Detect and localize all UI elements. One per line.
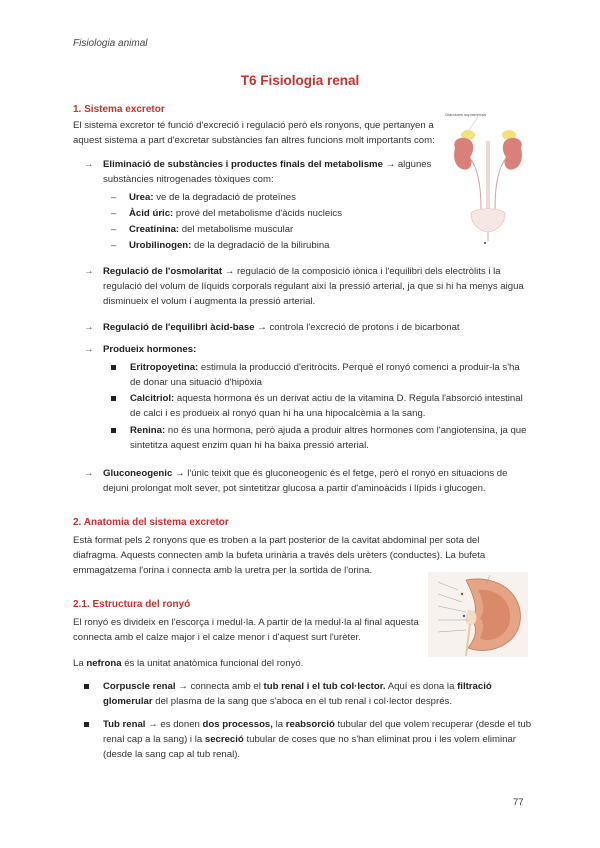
text-osmolaritat-l2: regulació del volum de líquids corporals regulant així la pressió arterial, ja que si hi ha menys aigua [103,281,524,292]
nefrona-prefix: La [73,658,87,669]
running-header: Fisiologia animal [73,38,148,49]
section-2-1-heading: 2.1. Estructura del ronyó [73,599,191,610]
right-kidney [503,138,522,170]
term-renina: Renina: [130,425,166,436]
section-1-heading: 1. Sistema excretor [73,104,165,115]
term-gluconeogenic: Gluconeogenic [103,468,173,479]
term-secrecio: secreció [204,734,244,745]
structure-paragraph [73,615,423,645]
term-eritropoyetina: Eritropoyetina: [130,362,199,373]
term-acid-uric: Àcid úric: [129,208,174,219]
right-ureter [495,158,506,209]
arrow-icon: → [84,468,94,479]
inline-arrow-icon: → [257,322,267,333]
urinary-bladder [471,209,505,232]
nefrona-sentence [73,656,528,671]
text-calcitriol: aquesta hormona és un derivat actiu de la vitamina D. Regula l'absorció intestinal [174,393,523,404]
aorta-vein [486,141,490,211]
arrow-icon: → [84,159,94,170]
text-tub-3: tubular del que volem recuperar (desde el tub [334,719,532,730]
square-bullet [84,722,89,727]
term-osmolaritat: Regulació de l'osmolaritat [103,266,223,277]
section-2-heading: 2. Anatomia del sistema excretor [73,517,229,528]
text-corpuscle-2: Aquí es dona la [385,681,458,692]
page-title: T6 Fisiologia renal [240,73,360,88]
dash-marker: – [111,192,117,203]
square-bullet [84,684,89,689]
dash-marker: – [111,224,117,235]
text-tub-l2c: tubular de coses que no s'han eliminat prou i les volem eliminar [243,734,516,745]
text-osmolaritat-l3: disminueix el volum i augmenta la pressió arterial. [103,296,316,307]
square-bullet [111,396,116,401]
desc-acid-uric: prové del metabolisme d'àcids nucleics [173,208,342,219]
square-bullet [111,428,116,433]
page-number: 77 [513,797,524,808]
nefrona-text: és la unitat anatòmica funcional del ronyó. [121,658,304,669]
desc-creatinina: del metabolisme muscular [179,224,294,235]
term-eliminacio: Eliminació de substàncies i productes finals del metabolisme [103,159,383,170]
inline-arrow-icon: → [224,266,235,277]
urinary-system-figure [443,108,533,248]
structure-line-2: connecta amb el calze major i el calze menor i d'aquest surt l'urèter. [73,632,361,643]
text-tub-1: es donen [157,719,203,730]
term-tub-renal-collector: tub renal i el tub col·lector. [263,681,386,692]
anatomy-line-3: emmagatzema l'orina i connecta amb la uretra per la sortida de l'orina. [73,565,373,576]
term-acid-base: Regulació de l'equilibri àcid-base [103,322,255,333]
text-gluconeogenic: l'únic teixit que és gluconeogenic és el fetge, però el ronyó en situacions de [184,468,508,479]
term-tub-renal: Tub renal [103,719,146,730]
desc-urobilinogen: de la degradació de la bilirubina [191,240,330,251]
text-tub-l2a: renal cap a la sang) i la [103,734,205,745]
text-renina: no és una hormona, però ajuda a produir altres hormones com l'angiotensina, ja que [165,425,527,436]
text-tub-2: la [272,719,286,730]
text-eliminacio: algunes [395,159,432,170]
text-tub-l3: (desde la sang cap al tub renal). [103,749,241,760]
text-calcitriol-l2: de calci i es produeix al ronyó quan hi ha una hipocalcèmia a la sang. [130,408,426,419]
text-gluconeogenic-l2: dejuni prolongat molt sever, pot sintetitzar glucosa a partir d'aminoàcids i lípids i glucogen. [103,483,486,494]
term-reabsorcio: reabsorció [285,719,335,730]
term-hormones: Produeix hormones: [103,344,197,355]
text-eliminacio-l2: substàncies nitrogenades tòxiques com: [103,174,274,185]
term-glomerular: glomerular [103,696,153,707]
term-urea: Urea: [129,192,154,203]
arrow-icon: → [84,322,94,333]
left-kidney [454,138,473,170]
text-osmolaritat: regulació de la composició iònica i l'equilibri dels electròlits i la [234,266,501,277]
term-filtracio: filtració [457,681,492,692]
text-eritropoyetina: estimula la producció d'eritròcits. Perquè el ronyó comenci a produir-la s'ha [198,362,520,373]
term-calcitriol: Calcitriol: [130,393,175,404]
text-renina-l2: sintetitza aquest enzim quan hi ha baixa pressió arterial. [130,440,369,451]
text-corpuscle-l2: del plasma de la sang que s'aboca en el tub renal i col·lector després. [152,696,453,707]
inline-arrow-icon: → [178,681,188,692]
term-urobilinogen: Urobilinogen: [129,240,192,251]
square-bullet [111,365,116,370]
arrow-icon: → [84,266,94,277]
term-nefrona: nefrona [86,658,122,669]
intro-line-1: El sistema excretor té funció d'excreció i regulació però els ronyons, que pertanyen a [73,120,434,131]
text-eritropoyetina-l2: de donar una situació d'hipòxia [130,377,262,388]
intro-paragraph [73,118,443,148]
inline-arrow-icon: → [148,719,158,730]
left-ureter [470,158,481,209]
arrow-icon: → [84,344,94,355]
text-corpuscle-1: connecta amb el [187,681,264,692]
structure-line-1: El ronyó es divideix en l'escorça i medul·la. A partir de la medul·la al final aquesta [73,617,419,628]
dash-marker: – [111,240,117,251]
inline-arrow-icon: → [385,159,396,170]
kidney-structure-figure [428,572,528,657]
anatomy-line-2: diafragma. Aquests connecten amb la bufeta urinària a través dels urèters (conductes). La bufeta [73,550,486,561]
figure-label: Glàndules suprarrenals [445,112,487,117]
inline-arrow-icon: → [174,468,185,479]
term-corpuscle: Corpuscle renal [103,681,176,692]
term-creatinina: Creatinina: [129,224,180,235]
intro-line-2: aquest sistema a part d'excretar substàncies fan altres funcions molt importants com: [73,135,435,146]
text-acid-base: controla l'excreció de protons i de bicarbonat [266,322,460,333]
term-dos-processos: dos processos, [202,719,273,730]
desc-urea: ve de la degradació de proteïnes [153,192,296,203]
anatomy-line-1: Està format pels 2 ronyons que es troben a la part posterior de la cavitat abdominal per sota del [73,535,480,546]
dash-marker: – [111,208,117,219]
